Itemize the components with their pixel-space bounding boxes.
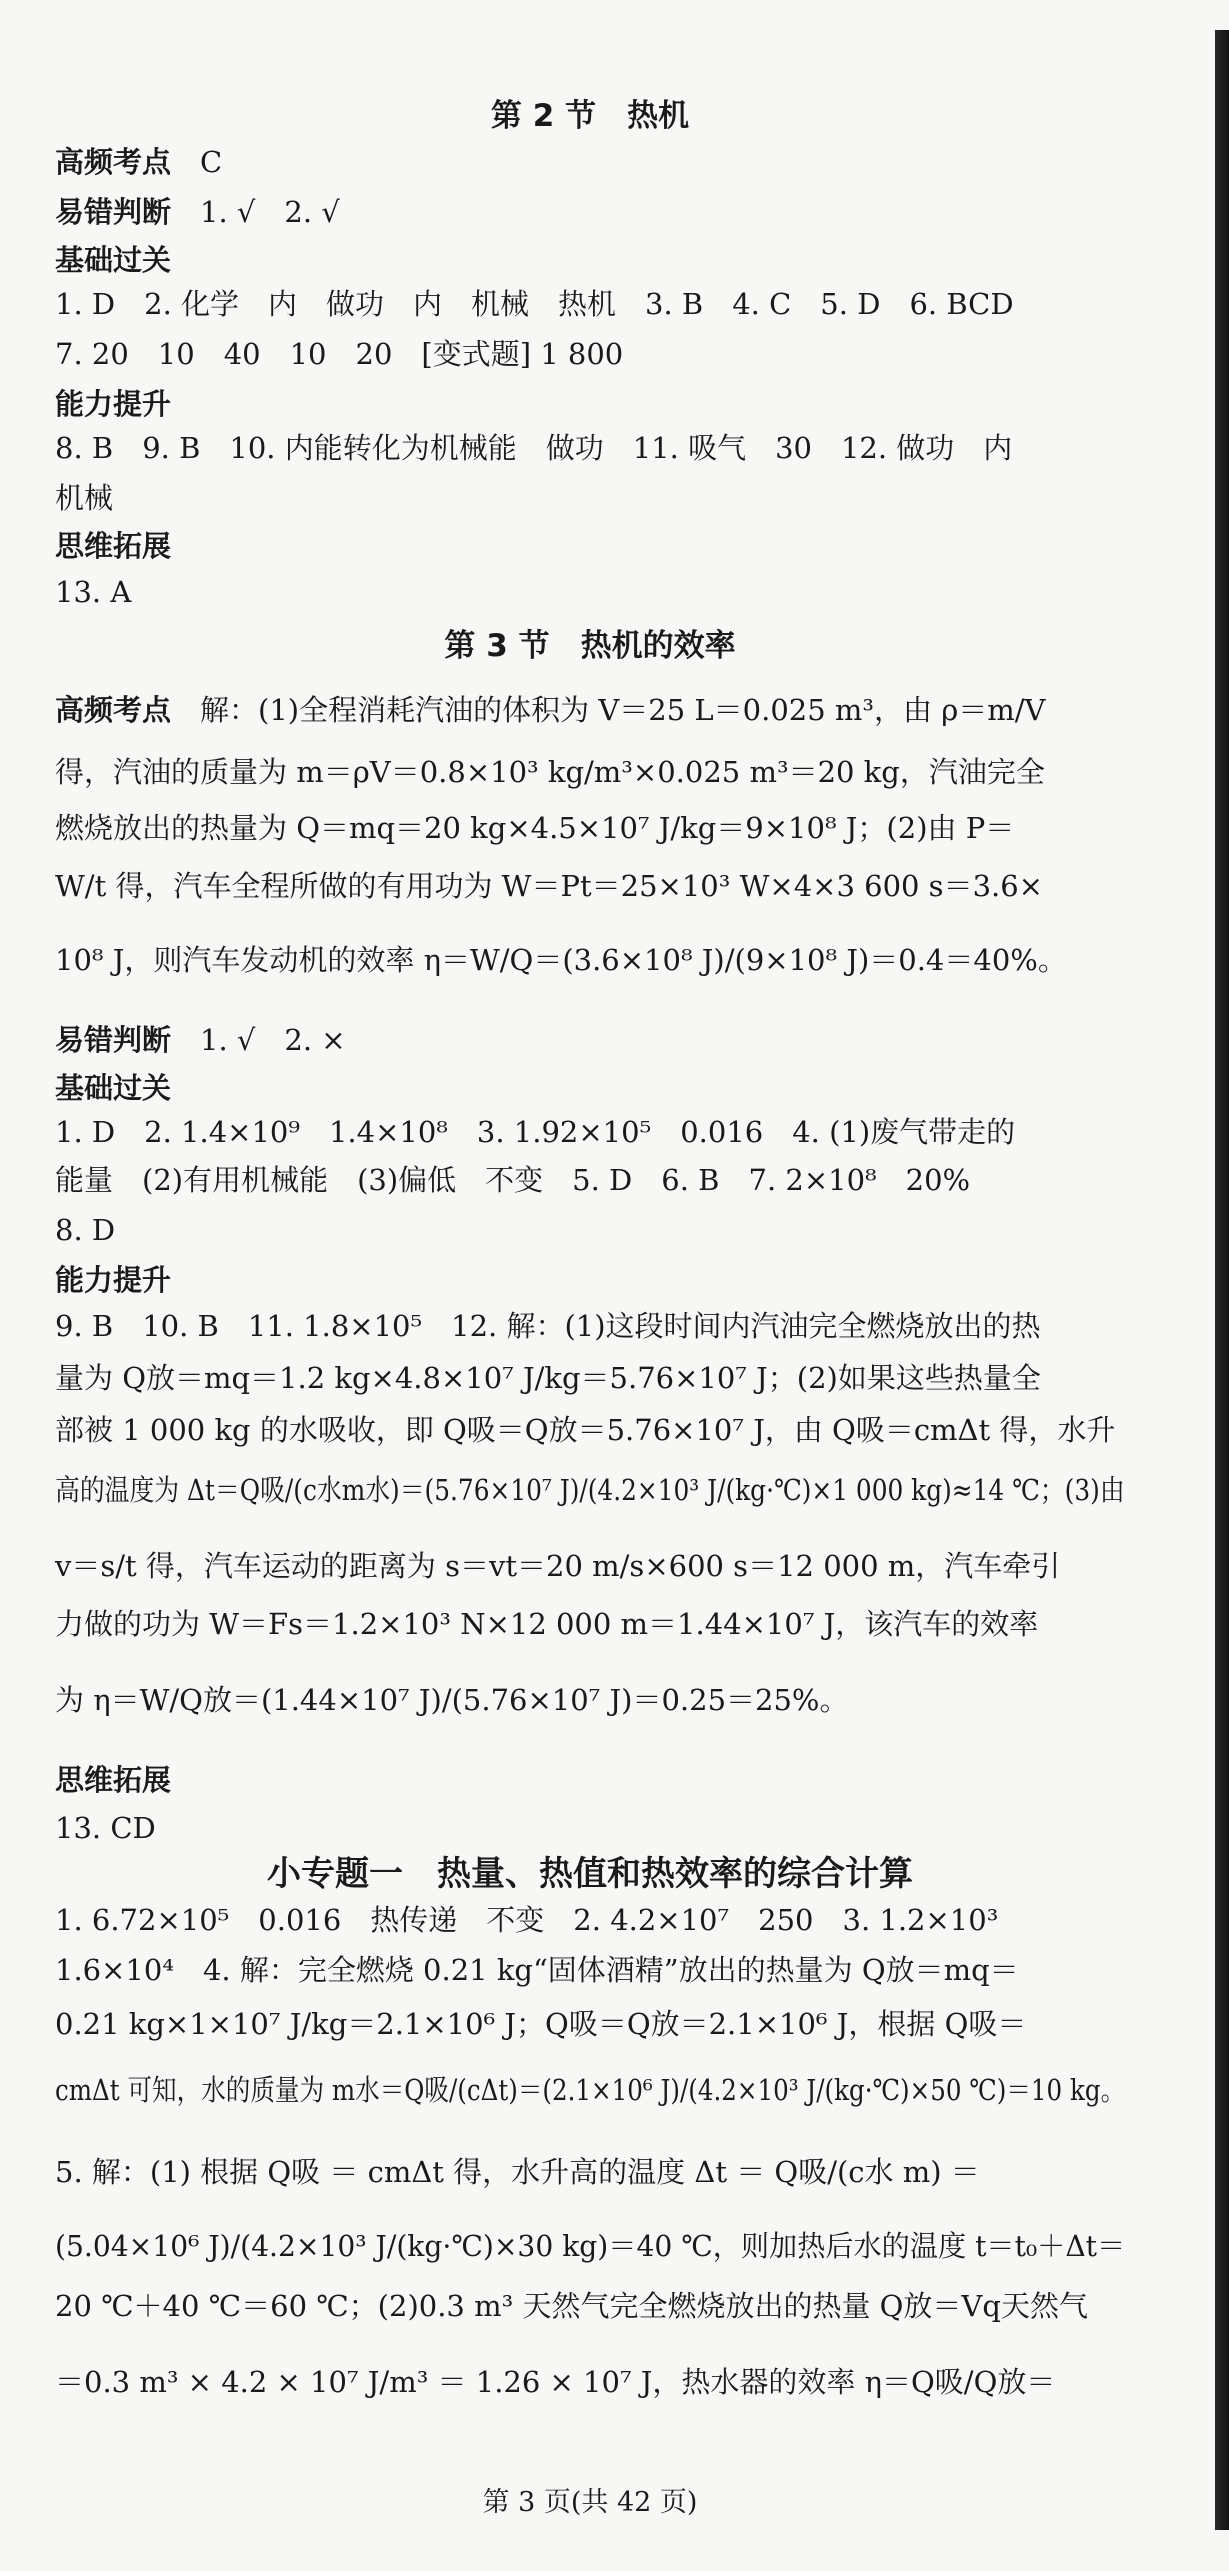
sec3-jichu-line-2: 能量 (2)有用机械能 (3)偏低 不变 5. D 6. B 7. 2×10⁸ 20% [55,1163,971,1197]
sec2-nengli-line-1: 8. B 9. B 10. 内能转化为机械能 做功 11. 吸气 30 12. 做功 内 [55,431,1013,465]
topic-line-8: ＝0.3 m³ × 4.2 × 10⁷ J/m³ ＝ 1.26 × 10⁷ J，热水器的效率 η＝Q吸/Q放＝ [55,2365,1056,2399]
sec3-nengli-line-1: 9. B 10. B 11. 1.8×10⁵ 12. 解：(1)这段时间内汽油完全燃烧放出的热 [55,1309,1041,1343]
sec3-jichu-line-3: 8. D [55,1213,116,1247]
sec2-jichu-label: 基础过关 [55,243,172,277]
topic-line-7: 20 ℃＋40 ℃＝60 ℃；(2)0.3 m³ 天然气完全燃烧放出的热量 Q放＝Vq天然气 [55,2289,1088,2323]
topic-line-6: (5.04×10⁶ J)/(4.2×10³ J/(kg·℃)×30 kg)＝40 ℃，则加热后水的温度 t＝t₀＋Δt＝ [55,2229,1126,2263]
sec3-nengli-line-6: 力做的功为 W＝Fs＝1.2×10³ N×12 000 m＝1.44×10⁷ J，该汽车的效率 [55,1607,1039,1641]
sec2-siwei-answer: 13. A [55,575,132,609]
sec3-nengli-line-5: v＝s/t 得，汽车运动的距离为 s＝vt＝20 m/s×600 s＝12 000 m，汽车牵引 [55,1549,1061,1583]
sec3-jichu-label: 基础过关 [55,1071,172,1105]
sec3-nengli-line-4: 高的温度为 Δt＝Q吸/(c水m水)＝(5.76×10⁷ J)/(4.2×10³ J/(kg·℃)×1 000 kg)≈14 ℃；(3)由 [55,1473,1125,1507]
sec3-nengli-line-2: 量为 Q放＝mq＝1.2 kg×4.8×10⁷ J/kg＝5.76×10⁷ J；(2)如果这些热量全 [55,1361,1041,1395]
sec3-nengli-line-3: 部被 1 000 kg 的水吸收，即 Q吸＝Q放＝5.76×10⁷ J，由 Q吸＝cmΔt 得，水升 [55,1413,1116,1447]
sec3-gaopin-line-4: W/t 得，汽车全程所做的有用功为 W＝Pt＝25×10³ W×4×3 600 s＝3.6× [55,869,1043,903]
sec3-yicuo-label: 易错判断 [55,1023,172,1057]
topic-line-5: 5. 解：(1) 根据 Q吸 ＝ cmΔt 得，水升高的温度 Δt ＝ Q吸/(c水 m) ＝ [55,2155,980,2189]
sec3-jichu-line-1: 1. D 2. 1.4×10⁹ 1.4×10⁸ 3. 1.92×10⁵ 0.016 4. (1)废气带走的 [55,1115,1016,1149]
sec3-nengli-line-7: 为 η＝W/Q放＝(1.44×10⁷ J)/(5.76×10⁷ J)＝0.25＝25%。 [55,1683,849,1717]
sec2-yicuo-line [55,192,340,232]
topic-title: 小专题一 热量、热值和热效率的综合计算 [267,1854,913,1894]
sec3-gaopin-line-5: 10⁸ J，则汽车发动机的效率 η＝W/Q＝(3.6×10⁸ J)/(9×10⁸ J)＝0.4＝40%。 [55,943,1067,977]
sec3-gaopin-line-3: 燃烧放出的热量为 Q＝mq＝20 kg×4.5×10⁷ J/kg＝9×10⁸ J；(2)由 P＝ [55,811,1015,845]
sec3-nengli-label: 能力提升 [55,1263,172,1297]
sec2-gaopin-answer: C [200,145,223,179]
page-edge-shadow [1215,30,1229,2530]
sec2-siwei-label: 思维拓展 [55,529,172,563]
sec2-gaopin-line [55,142,222,182]
sec2-yicuo-answer: 1. √ 2. √ [200,195,340,229]
sec3-gaopin-line-1 [55,690,1046,730]
sec3-yicuo-answer: 1. √ 2. × [200,1023,346,1057]
sec3-siwei-answer: 13. CD [55,1811,156,1845]
topic-line-1: 1. 6.72×10⁵ 0.016 热传递 不变 2. 4.2×10⁷ 250 3. 1.2×10³ [55,1903,999,1937]
sec2-jichu-line-1: 1. D 2. 化学 内 做功 内 机械 热机 3. B 4. C 5. D 6. BCD [55,287,1014,321]
section-3-title: 第 3 节 热机的效率 [444,628,736,664]
sec2-nengli-label: 能力提升 [55,387,172,421]
sec2-nengli-line-2: 机械 [55,481,114,515]
sec3-gaopin-line-2: 得，汽油的质量为 m＝ρV＝0.8×10³ kg/m³×0.025 m³＝20 kg，汽油完全 [55,755,1045,789]
topic-line-2: 1.6×10⁴ 4. 解：完全燃烧 0.21 kg“固体酒精”放出的热量为 Q放＝mq＝ [55,1953,1019,1987]
sec3-gaopin-text-1: 解：(1)全程消耗汽油的体积为 V＝25 L＝0.025 m³，由 ρ＝m/V [200,693,1046,727]
sec3-yicuo-line [55,1020,346,1060]
sec3-siwei-label: 思维拓展 [55,1763,172,1797]
sec3-gaopin-label: 高频考点 [55,693,172,727]
sec2-gaopin-label: 高频考点 [55,145,172,179]
page-footer: 第 3 页(共 42 页) [482,2487,698,2518]
topic-line-4: cmΔt 可知，水的质量为 m水＝Q吸/(cΔt)＝(2.1×10⁶ J)/(4.2×10³ J/(kg·℃)×50 ℃)＝10 kg。 [55,2073,1126,2107]
section-2-title: 第 2 节 热机 [490,98,690,134]
sec2-jichu-line-2: 7. 20 10 40 10 20 [变式题] 1 800 [55,337,624,371]
sec2-yicuo-label: 易错判断 [55,195,172,229]
topic-line-3: 0.21 kg×1×10⁷ J/kg＝2.1×10⁶ J；Q吸＝Q放＝2.1×10⁶ J，根据 Q吸＝ [55,2007,1027,2041]
